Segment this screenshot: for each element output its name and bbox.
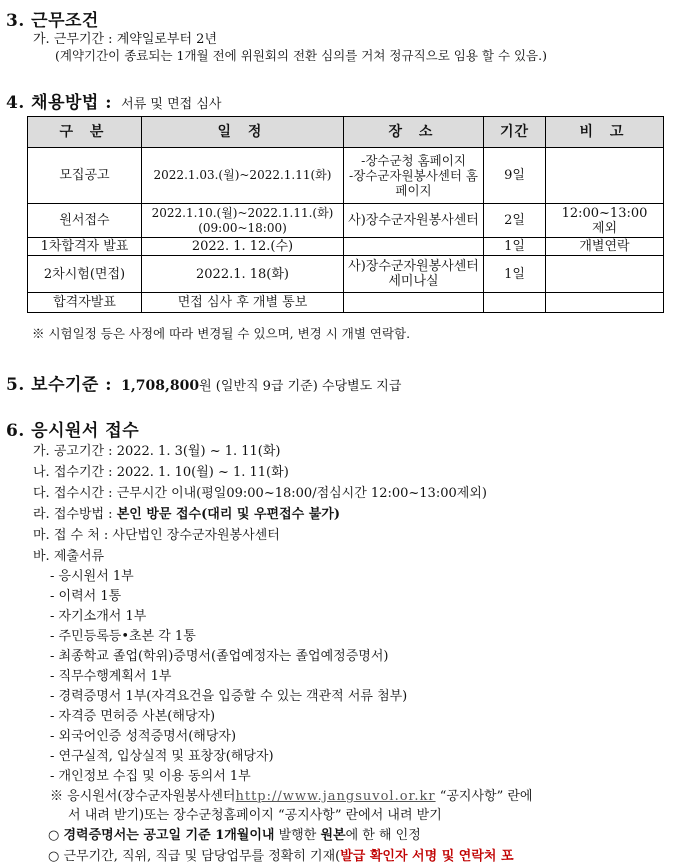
cell: 2022.1.10.(월)~2022.1.11.(화) (09:00~18:00) [142, 204, 344, 238]
document-item: - 응시원서 1부 [50, 569, 134, 584]
table-row [28, 148, 664, 204]
cell: 2일 [484, 204, 546, 238]
section4-heading [6, 88, 221, 113]
cell [546, 293, 664, 313]
table-row [28, 204, 664, 238]
career-cert-original: 원본 [320, 828, 346, 843]
section4-title: 4. 채용방법 : [6, 93, 113, 113]
header-duration: 기간 [484, 117, 546, 148]
cell [344, 238, 484, 256]
cell: 2022. 1. 12.(수) [142, 238, 344, 256]
document-item: - 직무수행계획서 1부 [50, 669, 172, 684]
form-download-text-2: “공지사항” 란에 [439, 789, 533, 804]
section5-title: 5. 보수기준 : [6, 375, 113, 395]
header-schedule: 일 정 [142, 117, 344, 148]
document-item: - 경력증명서 1부(자격요건을 입증할 수 있는 객관적 서류 첨부) [50, 689, 408, 704]
cell: 합격자발표 [28, 293, 142, 313]
career-cert-text: 발행한 [274, 828, 321, 843]
cell [344, 293, 484, 313]
document-item: - 연구실적, 입상실적 및 표창장(해당자) [50, 749, 274, 764]
table-row [28, 293, 664, 313]
cell: 2022.1.03.(월)~2022.1.11(화) [142, 148, 344, 204]
application-period: 나. 접수기간 : 2022. 1. 10(월) ~ 1. 11(화) [33, 465, 289, 480]
document-item: - 주민등록등•초본 각 1통 [50, 629, 196, 644]
section5-heading [6, 370, 401, 395]
document-item: - 자격증 면허증 사본(해당자) [50, 709, 216, 724]
career-cert-text-2: 에 한 해 인정 [345, 828, 421, 843]
table-row [28, 238, 664, 256]
career-detail-text: ○ 근무기간, 직위, 직급 및 담당업무를 정확히 기재( [48, 849, 341, 864]
application-office: 마. 접 수 처 : 사단법인 장수군자원봉사센터 [33, 528, 280, 543]
career-cert-note [48, 824, 421, 843]
application-method-value: 본인 방문 접수(대리 및 우편접수 불가) [116, 507, 341, 522]
schedule-table [27, 116, 664, 313]
cell [546, 148, 664, 204]
notice-period: 가. 공고기간 : 2022. 1. 3(월) ~ 1. 11(화) [33, 444, 281, 459]
cell: 12:00~13:00 제외 [546, 204, 664, 238]
cell: 1일 [484, 238, 546, 256]
header-category: 구 분 [28, 117, 142, 148]
form-download-note [50, 785, 532, 804]
section4-subtitle: 서류 및 면접 심사 [121, 97, 222, 112]
schedule-note: ※ 시험일정 등은 사정에 따라 변경될 수 있으며, 변경 시 개별 연락함. [32, 326, 411, 341]
cell: 1일 [484, 256, 546, 293]
table-header-row [28, 117, 664, 148]
document-item: - 외국어인증 성적증명서(해당자) [50, 729, 237, 744]
cell: 9일 [484, 148, 546, 204]
form-download-note-cont: 서 내려 받기)또는 장수군청홈페이지 “공지사항” 란에서 내려 받기 [68, 808, 442, 823]
application-method-label: 라. 접수방법 : [33, 507, 113, 522]
salary-detail: 원 (일반직 9급 기준) 수당별도 지급 [199, 379, 402, 394]
section6-title: 6. 응시원서 접수 [6, 421, 140, 441]
document-item: - 최종학교 졸업(학위)증명서(졸업예정자는 졸업예정증명서) [50, 649, 389, 664]
cell: 2022.1. 18(화) [142, 256, 344, 293]
cell: 사)장수군자원봉사센터 세미나실 [344, 256, 484, 293]
documents-heading: 바. 제출서류 [33, 549, 105, 564]
circle-bullet: ○ [48, 828, 64, 843]
volunteer-center-link[interactable]: http://www.jangsuvol.or.kr [235, 789, 436, 804]
work-period-note: (계약기간이 종료되는 1개월 전에 위원회의 전환 심의를 거쳐 정규직으로 임용 할 수 있음.) [55, 48, 547, 63]
cell: 모집공고 [28, 148, 142, 204]
application-hours: 다. 접수시간 : 근무시간 이내(평일09:00~18:00/점심시간 12:00~13:00제외) [33, 486, 487, 501]
cell: 개별연락 [546, 238, 664, 256]
cell: 면접 심사 후 개별 통보 [142, 293, 344, 313]
document-item: - 이력서 1통 [50, 589, 122, 604]
header-remarks: 비 고 [546, 117, 664, 148]
application-method [33, 503, 340, 522]
table-row [28, 256, 664, 293]
career-cert-strong: 경력증명서는 공고일 기준 1개월이내 [63, 828, 275, 843]
cell: -장수군청 홈페이지 -장수군자원봉사센터 홈페이지 [344, 148, 484, 204]
document-item: - 개인정보 수집 및 이용 동의서 1부 [50, 769, 251, 784]
career-detail-red: 발급 확인자 서명 및 연락처 포 [340, 849, 514, 864]
document-item: - 자기소개서 1부 [50, 609, 147, 624]
cell: 1차합격자 발표 [28, 238, 142, 256]
header-place: 장 소 [344, 117, 484, 148]
cell: 2차시험(면접) [28, 256, 142, 293]
section3-title: 3. 근무조건 [6, 11, 99, 31]
cell [546, 256, 664, 293]
career-detail-note [48, 845, 514, 864]
cell: 사)장수군자원봉사센터 [344, 204, 484, 238]
work-period: 가. 근무기간 : 계약일로부터 2년 [33, 32, 218, 47]
cell [484, 293, 546, 313]
salary-amount: 1,708,800 [121, 378, 200, 394]
cell: 원서접수 [28, 204, 142, 238]
form-download-text: ※ 응시원서(장수군자원봉사센터 [50, 789, 236, 804]
